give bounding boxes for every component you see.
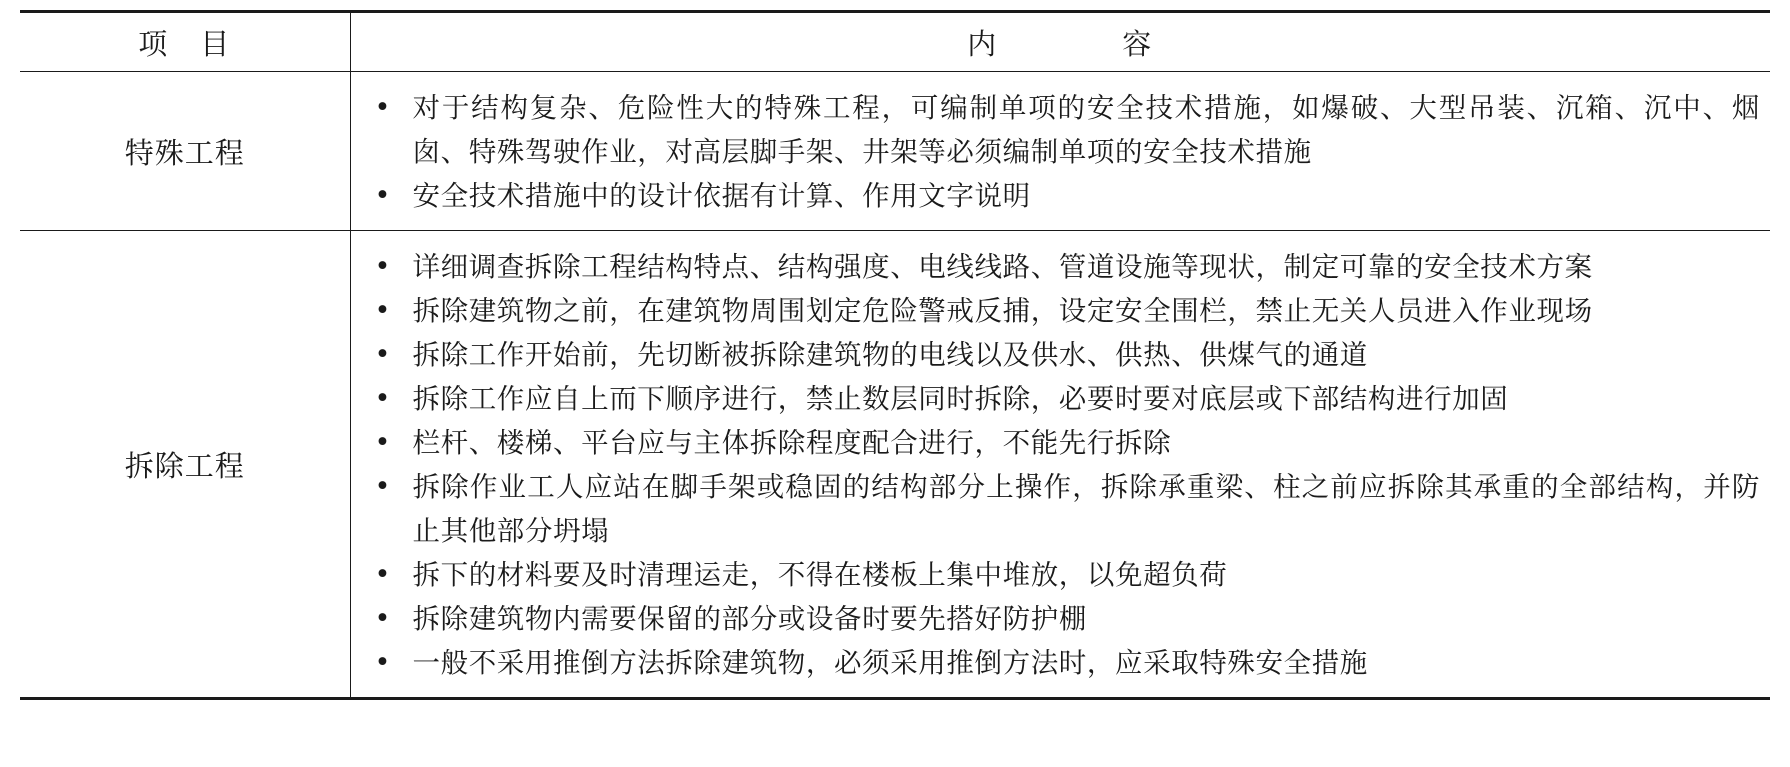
bullet-icon: • [374, 180, 392, 211]
bullet-icon: • [374, 339, 392, 370]
safety-measures-table [20, 10, 1770, 700]
bullet-icon: • [374, 251, 392, 282]
bullet-icon: • [374, 383, 392, 414]
table-body [20, 72, 1770, 699]
row-content-cell [350, 231, 1770, 699]
list-item [371, 553, 1761, 597]
list-item [371, 86, 1761, 174]
list-item [371, 289, 1761, 333]
header-content: 内 容 [967, 26, 1154, 61]
list-item-text: 拆除工作应自上而下顺序进行，禁止数层同时拆除，必要时要对底层或下部结构进行加固 [412, 383, 1509, 415]
bullet-icon: • [374, 427, 392, 458]
table-row [20, 72, 1770, 231]
list-item [371, 377, 1761, 421]
list-item-text: 拆除工作开始前，先切断被拆除建筑物的电线以及供水、供热、供煤气的通道 [412, 339, 1368, 371]
list-item-text: 栏杆、楼梯、平台应与主体拆除程度配合进行，不能先行拆除 [412, 427, 1172, 459]
bullet-icon: • [374, 647, 392, 678]
bullet-list [371, 86, 1761, 218]
header-item: 项 目 [20, 12, 350, 72]
list-item [371, 421, 1761, 465]
list-item-text: 一般不采用推倒方法拆除建筑物，必须采用推倒方法时，应采取特殊安全措施 [412, 647, 1368, 679]
list-item [371, 245, 1761, 289]
table-header [20, 12, 1770, 72]
bullet-icon: • [374, 559, 392, 590]
list-item [371, 597, 1761, 641]
table-row [20, 231, 1770, 699]
list-item [371, 641, 1761, 685]
list-item-text: 详细调查拆除工程结构特点、结构强度、电线线路、管道设施等现状，制定可靠的安全技术方案 [412, 251, 1593, 283]
header-row [20, 12, 1770, 72]
bullet-icon: • [374, 92, 392, 123]
list-item-text: 拆下的材料要及时清理运走，不得在楼板上集中堆放，以免超负荷 [412, 559, 1228, 591]
bullet-icon: • [374, 603, 392, 634]
row-item-special-engineering: 特殊工程 [20, 72, 350, 231]
bullet-icon: • [374, 471, 392, 502]
row-item-demolition-engineering: 拆除工程 [20, 231, 350, 699]
row-content-cell [350, 72, 1770, 231]
list-item [371, 333, 1761, 377]
list-item-text: 拆除建筑物内需要保留的部分或设备时要先搭好防护棚 [412, 603, 1087, 635]
list-item-text: 对于结构复杂、危险性大的特殊工程，可编制单项的安全技术措施，如爆破、大型吊装、沉箱、沉中、烟囱、特殊驾驶作业，对高层脚手架、井架等必须编制单项的安全技术措施 [412, 92, 1760, 168]
list-item [371, 465, 1761, 553]
bullet-icon: • [374, 295, 392, 326]
list-item-text: 拆除作业工人应站在脚手架或稳固的结构部分上操作，拆除承重梁、柱之前应拆除其承重的全部结构，并防止其他部分坍塌 [412, 471, 1760, 547]
list-item-text: 安全技术措施中的设计依据有计算、作用文字说明 [412, 180, 1031, 212]
list-item [371, 174, 1761, 218]
list-item-text: 拆除建筑物之前，在建筑物周围划定危险警戒反捕，设定安全围栏，禁止无关人员进入作业现场 [412, 295, 1593, 327]
bullet-list [371, 245, 1761, 685]
